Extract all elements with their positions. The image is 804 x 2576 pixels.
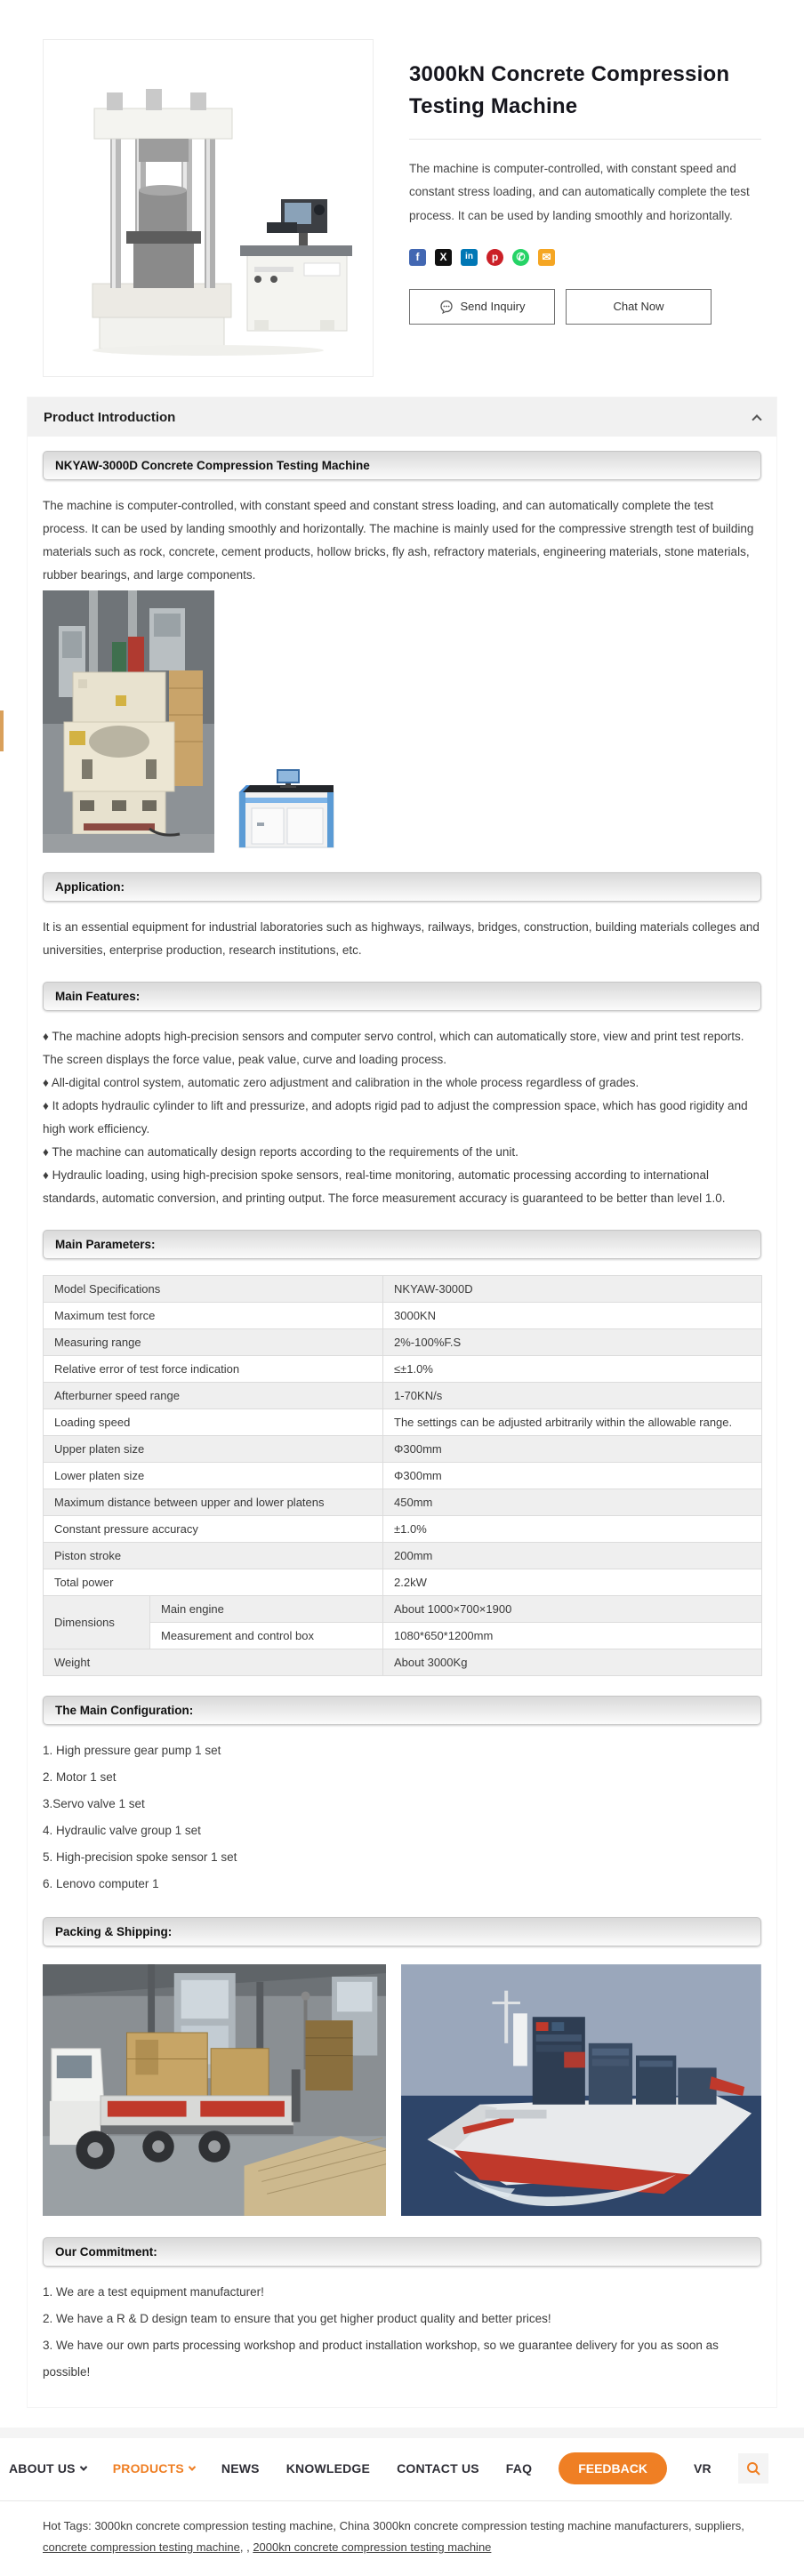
configuration-item: 3.Servo valve 1 set (43, 1797, 145, 1810)
chat-now-label: Chat Now (613, 300, 664, 314)
linkedin-icon[interactable]: in (461, 249, 478, 266)
chevron-down-icon (79, 2463, 86, 2470)
testing-machine-photo (57, 57, 359, 359)
nav-knowledge[interactable] (286, 2461, 370, 2476)
param-sublabel: Main engine (150, 1596, 383, 1623)
table-row (44, 1329, 762, 1356)
table-row (44, 1516, 762, 1543)
commitment-item: 1. We are a test equipment manufacturer! (43, 2285, 264, 2299)
configuration-item: 2. Motor 1 set (43, 1770, 117, 1784)
nav-products[interactable] (113, 2461, 195, 2476)
param-label: Model Specifications (44, 1276, 383, 1303)
control-console-photo (234, 767, 339, 853)
nav-vr[interactable] (694, 2461, 712, 2476)
facebook-icon[interactable]: f (409, 249, 426, 266)
main-configuration-heading-bar: The Main Configuration: (43, 1696, 761, 1725)
intro-description: The machine is computer-controlled, with constant speed and constant stress loading, and can automatically complete the test process. It can be used by landing smoothly and horizontally. The machine is mainly used for the compressive strength test of building materials such as rock, concrete, cement products, hollow bricks, fly ash, refractory materials, engineering materials, stone materials, rubber bearings, and large components. (43, 499, 754, 582)
param-label: Relative error of test force indication (44, 1356, 383, 1383)
table-row (44, 1356, 762, 1383)
nav-label: CONTACT US (397, 2461, 479, 2476)
table-row (44, 1543, 762, 1569)
nav-faq[interactable] (506, 2461, 532, 2476)
action-buttons (409, 289, 761, 325)
packing-photos (43, 1962, 761, 2218)
param-label: Measuring range (44, 1329, 383, 1356)
nav-label: PRODUCTS (112, 2461, 184, 2476)
nav-news[interactable] (221, 2461, 260, 2476)
left-edge-widget-strip[interactable] (0, 710, 4, 751)
chat-now-button[interactable] (566, 289, 712, 325)
title-divider (409, 139, 761, 140)
hot-tag-link[interactable]: 2000kn concrete compression testing machine (253, 2540, 492, 2554)
table-row (44, 1276, 762, 1303)
x-twitter-icon[interactable]: X (435, 249, 452, 266)
send-inquiry-label: Send Inquiry (460, 300, 526, 314)
param-value: 1080*650*1200mm (383, 1623, 762, 1649)
configuration-item: 1. High pressure gear pump 1 set (43, 1744, 221, 1757)
feature-item: ♦ Hydraulic loading, using high-precision spoke sensors, real-time monitoring, automatic processing according to international standards, automatic conversion, and printing output. The force measurement accuracy is guaranteed to be better than level 1.0. (43, 1168, 726, 1205)
table-row (44, 1303, 762, 1329)
workshop-machine-photo (43, 590, 214, 853)
configuration-item: 5. High-precision spoke sensor 1 set (43, 1850, 237, 1864)
product-main-image[interactable] (43, 39, 374, 377)
hot-tags (0, 2500, 804, 2576)
param-value: 200mm (383, 1543, 762, 1569)
param-value: Φ300mm (383, 1463, 762, 1489)
param-label: Loading speed (44, 1409, 383, 1436)
product-introduction-panel (27, 397, 777, 2408)
hot-tags-prefix: Hot Tags: (43, 2519, 92, 2532)
chevron-down-icon (189, 2463, 196, 2470)
param-value: 3000KN (383, 1303, 762, 1329)
panel-title: Product Introduction (44, 409, 176, 425)
feedback-button[interactable]: FEEDBACK (559, 2452, 667, 2484)
model-heading-bar: NKYAW-3000D Concrete Compression Testing Machine (43, 451, 761, 480)
commitment-item: 3. We have our own parts processing workshop and product installation workshop, so we guarantee delivery for you as soon as possible! (43, 2339, 719, 2379)
whatsapp-icon[interactable]: ✆ (512, 249, 529, 266)
table-row (44, 1463, 762, 1489)
nav-label: FAQ (505, 2461, 533, 2476)
product-introduction-header[interactable] (28, 397, 776, 437)
param-label: Afterburner speed range (44, 1383, 383, 1409)
table-row (44, 1489, 762, 1516)
email-icon[interactable]: ✉ (538, 249, 555, 266)
features-list (43, 1025, 761, 1210)
param-value: 2.2kW (383, 1569, 762, 1596)
search-button[interactable] (738, 2453, 768, 2484)
hot-tags-plain: 3000kn concrete compression testing machine, China 3000kn concrete compression testing machine manufacturers, suppliers, (94, 2519, 744, 2532)
application-heading-bar: Application: (43, 872, 761, 902)
table-row (44, 1383, 762, 1409)
param-label: Lower platen size (44, 1463, 383, 1489)
table-row (44, 1436, 762, 1463)
intro-photos (43, 590, 761, 853)
table-row (44, 1623, 762, 1649)
social-share-row (409, 249, 761, 266)
search-icon (746, 2461, 760, 2476)
param-label: Constant pressure accuracy (44, 1516, 383, 1543)
table-row (44, 1596, 762, 1623)
param-value: The settings can be adjusted arbitrarily within the allowable range. (383, 1409, 762, 1436)
param-sublabel: Measurement and control box (150, 1623, 383, 1649)
product-summary-column (409, 39, 761, 377)
application-text: It is an essential equipment for industrial laboratories such as highways, railways, bridges, construction, building materials colleges and universities, enterprise production, research institutions, etc. (43, 920, 760, 957)
param-label: Piston stroke (44, 1543, 383, 1569)
section-separator (0, 2428, 804, 2438)
pinterest-icon[interactable]: p (486, 249, 503, 266)
param-value: ≤±1.0% (383, 1356, 762, 1383)
hot-tags-separator: , , (239, 2540, 250, 2554)
nav-contact-us[interactable] (397, 2461, 479, 2476)
param-label: Maximum test force (44, 1303, 383, 1329)
hot-tag-link[interactable]: concrete compression testing machine (43, 2540, 240, 2554)
param-value: NKYAW-3000D (383, 1276, 762, 1303)
table-row (44, 1649, 762, 1676)
parameters-table (43, 1275, 762, 1676)
nav-label: NEWS (221, 2461, 260, 2476)
param-label-dimensions: Dimensions (44, 1596, 150, 1649)
product-introduction-body (28, 437, 776, 2407)
our-commitment-heading-bar: Our Commitment: (43, 2237, 761, 2267)
feature-item: ♦ The machine can automatically design reports according to the requirements of the unit. (43, 1145, 519, 1159)
param-value: Φ300mm (383, 1436, 762, 1463)
product-header-section (43, 39, 761, 377)
send-inquiry-button[interactable] (409, 289, 555, 325)
param-label: Weight (44, 1649, 383, 1676)
packing-shipping-heading-bar: Packing & Shipping: (43, 1917, 761, 1946)
feature-item: ♦ All-digital control system, automatic zero adjustment and calibration in the whole process regardless of grades. (43, 1076, 639, 1089)
param-label: Total power (44, 1569, 383, 1596)
table-row (44, 1409, 762, 1436)
param-value: 450mm (383, 1489, 762, 1516)
configuration-item: 4. Hydraulic valve group 1 set (43, 1824, 201, 1837)
param-value: About 1000×700×1900 (383, 1596, 762, 1623)
configuration-list (43, 1737, 761, 1898)
param-value: 2%-100%F.S (383, 1329, 762, 1356)
feature-item: ♦ It adopts hydraulic cylinder to lift and pressurize, and adopts rigid pad to adjust the compression space, which has good rigidity and high work efficiency. (43, 1099, 748, 1136)
product-summary: The machine is computer-controlled, with constant speed and constant stress loading, and can automatically complete the test process. It can be used by landing smoothly and horizontally. (409, 162, 750, 222)
nav-about-us[interactable] (9, 2461, 86, 2476)
param-value: ±1.0% (383, 1516, 762, 1543)
param-value: 1-70KN/s (383, 1383, 762, 1409)
commitment-item: 2. We have a R & D design team to ensure that you get higher product quality and better prices! (43, 2312, 551, 2325)
feature-item: ♦ The machine adopts high-precision sensors and computer servo control, which can automatically store, view and print test reports. The screen displays the force value, peak value, curve and loading process. (43, 1030, 744, 1066)
table-row (44, 1569, 762, 1596)
configuration-item: 6. Lenovo computer 1 (43, 1877, 159, 1890)
nav-label: ABOUT US (9, 2461, 76, 2476)
main-features-heading-bar: Main Features: (43, 982, 761, 1011)
param-label: Upper platen size (44, 1436, 383, 1463)
page-title: 3000kN Concrete Compression Testing Machine (409, 62, 730, 118)
chevron-up-icon (752, 414, 761, 424)
main-parameters-heading-bar: Main Parameters: (43, 1230, 761, 1259)
nav-label: KNOWLEDGE (285, 2461, 371, 2476)
param-value: About 3000Kg (383, 1649, 762, 1676)
nav-label: VR (693, 2461, 712, 2476)
footer-navigation (0, 2438, 804, 2497)
truck-loading-photo (43, 1962, 386, 2218)
commitment-list (43, 2279, 761, 2386)
speech-bubble-icon (439, 300, 454, 314)
param-label: Maximum distance between upper and lower platens (44, 1489, 383, 1516)
container-ship-photo (401, 1962, 761, 2218)
